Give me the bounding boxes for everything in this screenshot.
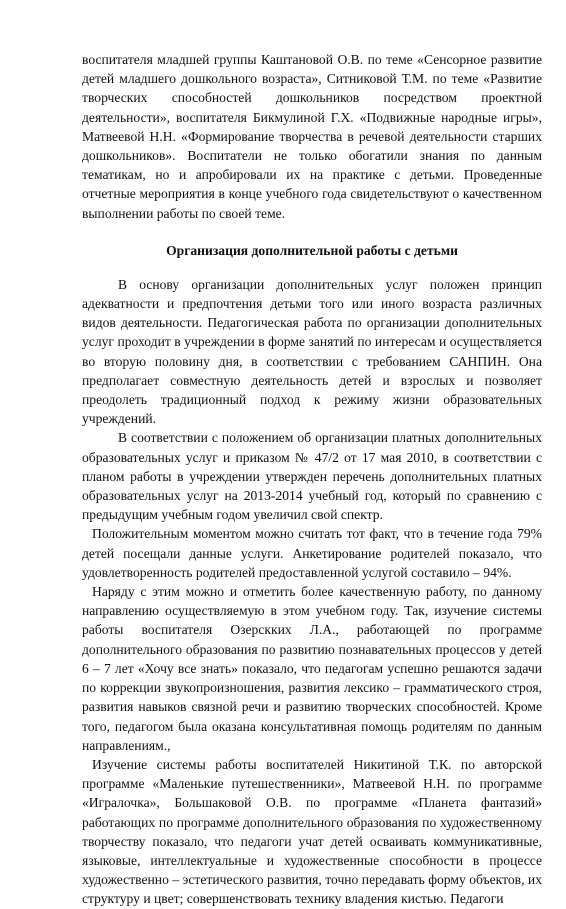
section-heading: Организация дополнительной работы с детьми [166,242,458,258]
paragraph-quality-work: Наряду с этим можно и отметить более качественную работу, по данному направлению осуществляемую в этом учебном году. Так, изучение системы работы воспитателя Озерскких Л.А., работающей по программе дополнительного образования по развитию познавательных процессов у детей 6 – 7 лет «Хочу все знать» показало, что педагогам успешно решаются задачи по коррекции звукопроизношения, развития лексико – грамматического строя, развития навыков связной речи и развитию творческих способностей. Кроме того, педагогом была оказана консультативная помощь родителям по данным направлениям., [82,584,542,753]
paragraph-paid-services: В соответствии с положением об организации платных дополнительных образовательных услуг и приказом № 47/2 от 17 мая 2010, в соответствии с планом работы в учреждении утвержден перечень дополнительных платных образовательных услуг на 2013-2014 учебный год, который по сравнению с предыдущим учебным годом увеличил свой спектр. [82,430,542,523]
paragraph-additional-services: В основу организации дополнительных услуг положен принцип адекватности и предпочтения детьми того или иного возраста различных видов деятельности. Педагогическая работа по организации дополнительных услуг проходит в учреждении в форме занятий по интересам и осуществляется во вторую половину дня, в соответствии с требованием САНПИН. Она предполагает совместную деятельность детей и взрослых и позволяет преодолеть традиционный подход к режиму жизни образовательных учреждений. [82,276,542,427]
document-body [82,50,542,909]
paragraph-attendance: Положительным моментом можно считать тот факт, что в течение года 79% детей посещали данные услуги. Анкетирование родителей показало, что удовлетворенность родителей предоставленной услугой составило – 94%. [82,526,542,580]
paragraph-teacher-topics: воспитателя младшей группы Каштановой О.В. по теме «Сенсорное развитие детей младшего дошкольного возраста», Ситниковой Т.М. по теме «Развитие творческих способностей дошкольников посредством проектной деятельности», воспитателя Бикмулиной Г.Х. «Подвижные народные игры», Матвеевой Н.Н. «Формирование творчества в речевой деятельности старших дошкольников». Воспитатели не только обогатили знания по данным тематикам, но и апробировали их на практике с детьми. Проведенные отчетные мероприятия в конце учебного года свидетельствуют о качественном выполнении работы по своей теме. [82,52,542,221]
paragraph-art-programs: Изучение системы работы воспитателей Никитиной Т.К. по авторской программе «Маленькие путешественники», Матвеевой Н.Н. по программе «Игралочка», Большаковой О.В. по программе «Планета фантазий» работающих по программе дополнительного образования по художественному творчеству показало, что педагоги учат детей осваивать коммуникативные, языковые, интеллектуальные и художественные способности в процессе художественно – эстетического развития, точно передавать форму объектов, их структуру и цвет; совершенствовать технику владения кистью. Педагоги [82,756,542,907]
